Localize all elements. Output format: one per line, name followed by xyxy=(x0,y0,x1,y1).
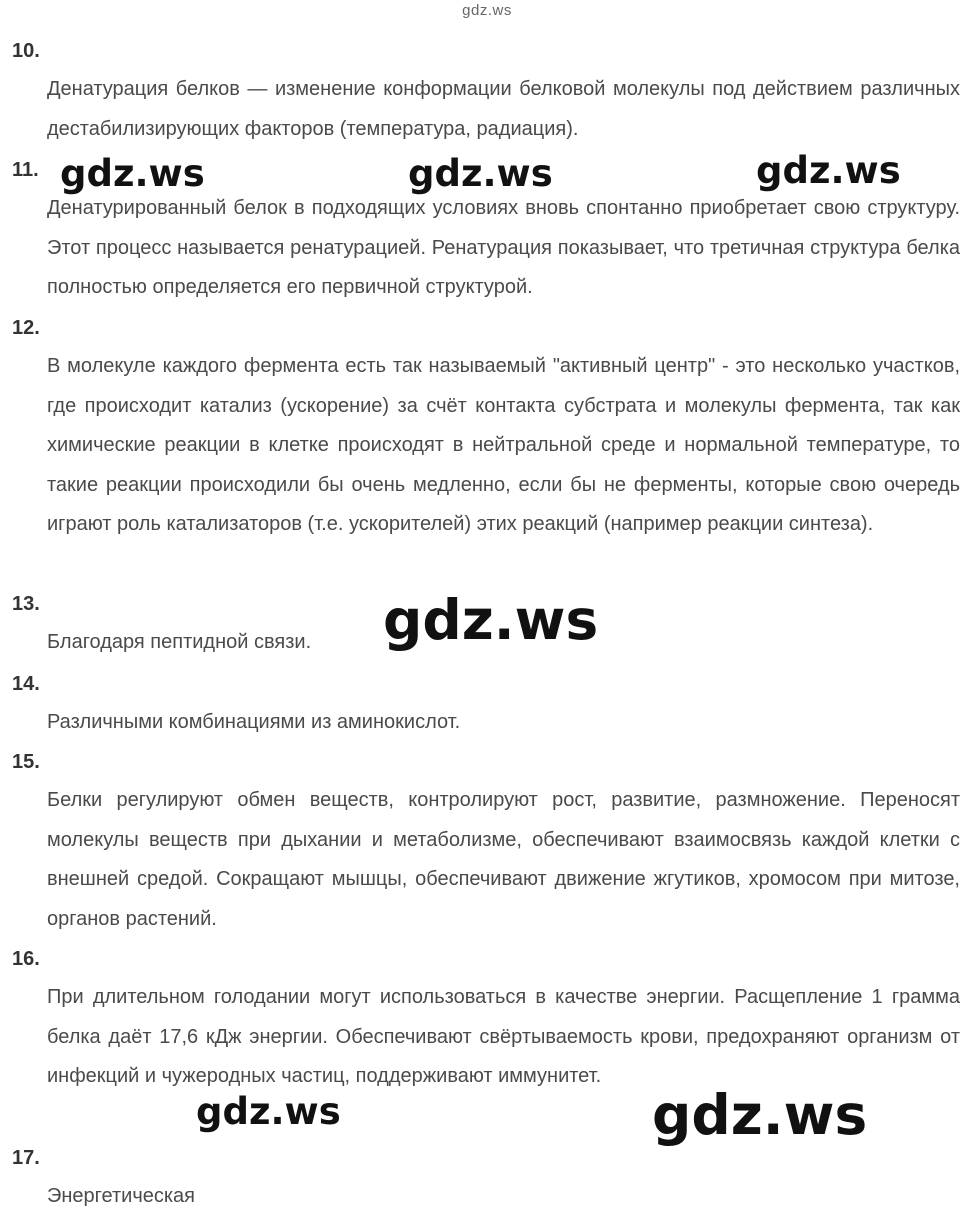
answer-text-14: Различными комбинациями из аминокислот. xyxy=(47,711,461,733)
answer-number-14: 14. xyxy=(12,673,40,695)
answer-number-11: 11. xyxy=(12,159,39,181)
watermark: gdz.ws xyxy=(652,1083,868,1147)
answer-number-17: 17. xyxy=(12,1147,40,1169)
answer-number-10: 10. xyxy=(12,40,40,62)
answer-number-15: 15. xyxy=(12,751,40,773)
answer-number-12: 12. xyxy=(12,317,40,339)
answer-text-10: Денатурация белков — изменение конформации белковой молекулы под действием различных дестабилизирующих факторов (температура, радиация). xyxy=(47,78,960,140)
watermark: gdz.ws xyxy=(60,152,205,195)
answer-text-11: Денатурированный белок в подходящих условиях вновь спонтанно приобретает свою структуру. Этот процесс называется ренатурацией. Ренатурация показывает, что третичная структура белка полностью определяется его первичной структурой. xyxy=(47,197,960,298)
answer-number-13: 13. xyxy=(12,593,40,615)
watermark: gdz.ws xyxy=(408,152,553,195)
answer-text-13: Благодаря пептидной связи. xyxy=(47,631,312,653)
header-watermark: gdz.ws xyxy=(462,2,512,19)
watermark: gdz.ws xyxy=(196,1090,341,1133)
watermark: gdz.ws xyxy=(756,149,901,192)
answer-text-17: Энергетическая xyxy=(47,1185,195,1207)
answer-text-15: Белки регулируют обмен веществ, контролируют рост, развитие, размножение. Переносят молекулы веществ при дыхании и метаболизме, обеспечивают взаимосвязь каждой клетки с внешней средой. Сокращают мышцы, обеспечивают движение жгутиков, хромосом при митозе, органов растений. xyxy=(47,789,960,930)
answer-number-16: 16. xyxy=(12,948,40,970)
answer-text-12: В молекуле каждого фермента есть так называемый "активный центр" - это несколько участков, где происходит катализ (ускорение) за счёт контакта субстрата и молекулы фермента, так как химические реакции в клетке происходят в нейтральной среде и нормальной температуре, то такие реакции происходили бы очень медленно, если бы не ферменты, которые свою очередь играют роль катализаторов (т.е. ускорителей) этих реакций (например реакции синтеза). xyxy=(47,355,960,535)
watermark: gdz.ws xyxy=(383,588,599,652)
answer-text-16: При длительном голодании могут использоваться в качестве энергии. Расщепление 1 грамма белка даёт 17,6 кДж энергии. Обеспечивают свёртываемость крови, предохраняют организм от инфекций и чужеродных частиц, поддерживают иммунитет. xyxy=(47,986,960,1087)
